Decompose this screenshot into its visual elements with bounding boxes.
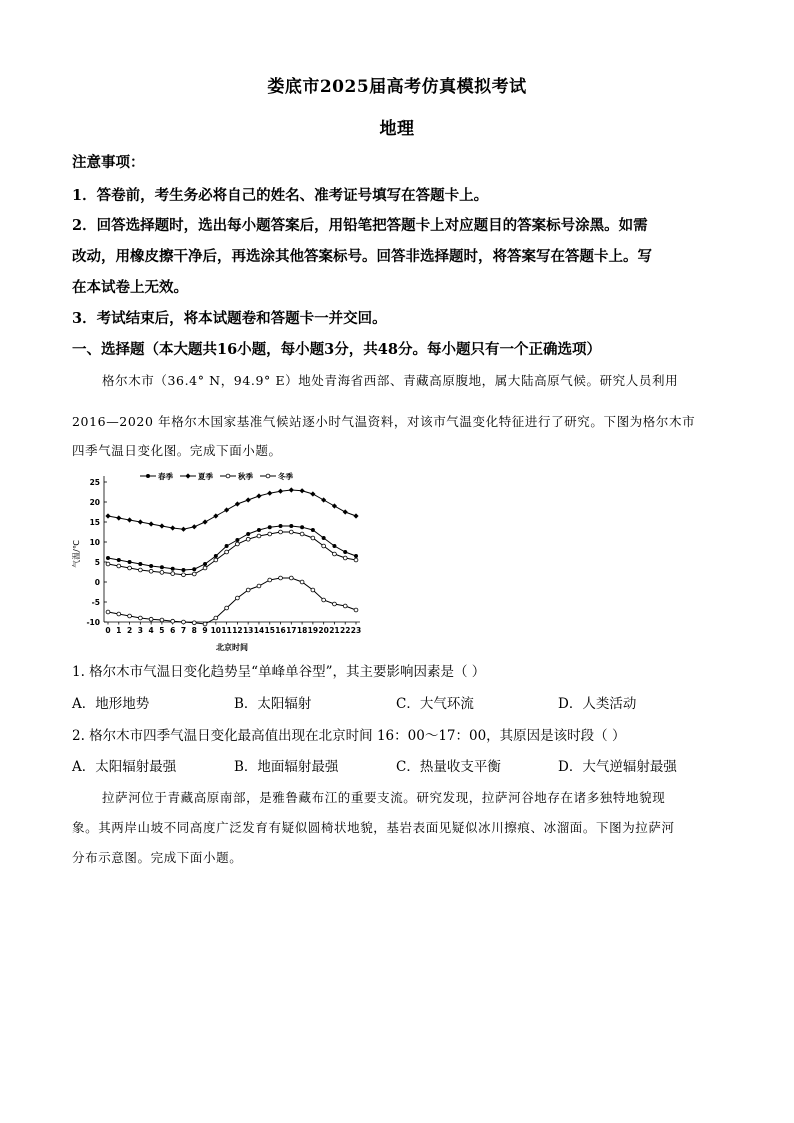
- notice-heading: 注意事项：: [72, 154, 145, 171]
- series-2-point: [224, 507, 229, 512]
- chart-y-axis: [86, 476, 107, 627]
- series-4-point: [333, 602, 337, 606]
- legend-marker: [146, 474, 150, 478]
- passage-2-line-2: 象。其两岸山坡不同高度广泛发育有疑似圆椅状地貌，基岩表面见疑似冰川擦痕、冰溜面。下图为拉萨河: [72, 820, 675, 835]
- series-2-point: [321, 497, 326, 502]
- question-1-option-d[interactable]: D．人类活动: [558, 696, 637, 712]
- series-4-point: [354, 608, 358, 612]
- chart-legend: [140, 471, 293, 481]
- series-1-point: [246, 532, 250, 536]
- legend-marker: [266, 474, 270, 478]
- x-tick-label: 8: [191, 626, 197, 635]
- question-2-option-c[interactable]: C．热量收支平衡: [396, 759, 501, 775]
- question-1-option-c[interactable]: C．大气环流: [396, 696, 474, 712]
- series-2-point: [105, 513, 110, 518]
- series-4-point: [106, 610, 110, 614]
- series-3-point: [203, 566, 207, 570]
- x-tick-label: 16: [275, 626, 286, 635]
- x-tick-label: 11: [221, 626, 232, 635]
- series-4-point: [343, 604, 347, 608]
- series-3-point: [311, 536, 315, 540]
- series-1-point: [332, 544, 336, 548]
- series-4-point: [128, 614, 132, 618]
- y-tick-label: -5: [91, 598, 100, 607]
- series-1-point: [279, 524, 283, 528]
- series-3-point: [106, 562, 110, 566]
- series-1-point: [311, 528, 315, 532]
- series-1-point: [117, 558, 121, 562]
- y-tick-label: 20: [89, 498, 100, 507]
- y-tick-label: 15: [89, 518, 100, 527]
- series-3-point: [343, 556, 347, 560]
- series-1-point: [300, 525, 304, 529]
- series-2-point: [192, 524, 197, 529]
- series-2: [105, 487, 358, 531]
- series-2-point: [343, 509, 348, 514]
- series-1-point: [257, 528, 261, 532]
- series-2-point: [256, 493, 261, 498]
- series-3-point: [128, 566, 132, 570]
- series-1-point: [128, 560, 132, 564]
- notice-item-2-line-1: 2．回答选择题时，选出每小题答案后，用铅笔把答题卡上对应题目的答案标号涂黑。如需: [72, 217, 648, 234]
- x-tick-label: 3: [137, 626, 143, 635]
- series-4-point: [192, 621, 196, 625]
- legend-label: 春季: [158, 472, 173, 481]
- series-1-point: [268, 525, 272, 529]
- series-3-point: [235, 542, 239, 546]
- passage-1-line-3: 四季气温日变化图。完成下面小题。: [72, 443, 282, 458]
- series-2-point: [159, 523, 164, 528]
- series-3-point: [289, 530, 293, 534]
- notice-item-1: 1．答卷前，考生务必将自己的姓名、准考证号填写在答题卡上。: [72, 187, 489, 204]
- legend-label: 夏季: [198, 472, 213, 481]
- x-tick-label: 20: [318, 626, 329, 635]
- series-1-point: [343, 550, 347, 554]
- series-4-point: [235, 596, 239, 600]
- series-4: [106, 576, 358, 626]
- series-2-point: [353, 513, 358, 518]
- x-tick-label: 9: [202, 626, 208, 635]
- series-2-point: [278, 489, 283, 494]
- question-1-option-b[interactable]: B．太阳辐射: [234, 696, 312, 712]
- passage-2-line-3: 分布示意图。完成下面小题。: [72, 850, 243, 865]
- x-tick-label: 2: [126, 626, 133, 635]
- x-tick-label: 0: [105, 626, 111, 635]
- series-4-point: [268, 578, 272, 582]
- x-tick-label: 19: [307, 626, 319, 635]
- question-1-stem: 1. 格尔木市气温日变化趋势呈“单峰单谷型”，其主要影响因素是（ ）: [72, 664, 486, 680]
- series-4-line: [108, 578, 356, 624]
- series-2-point: [310, 491, 315, 496]
- series-3: [106, 530, 358, 577]
- legend-marker: [185, 473, 190, 478]
- series-3-point: [225, 550, 229, 554]
- x-tick-label: 7: [180, 626, 187, 635]
- series-2-point: [289, 487, 294, 492]
- section-1-heading: 一、选择题（本大题共16小题，每小题3分，共48分。每小题只有一个正确选项）: [72, 341, 601, 358]
- series-4-point: [160, 618, 164, 622]
- series-3-point: [354, 558, 358, 562]
- x-tick-label: 18: [296, 626, 308, 635]
- series-2-point: [267, 491, 272, 496]
- series-4-point: [138, 616, 142, 620]
- chart-x-axis: [104, 622, 361, 635]
- x-tick-label: 23: [350, 626, 362, 635]
- series-2-point: [202, 519, 207, 524]
- series-4-point: [214, 616, 218, 620]
- x-tick-label: 12: [232, 626, 243, 635]
- subject-title: 地理: [379, 119, 415, 139]
- question-2-stem: 2. 格尔木市四季气温日变化最高值出现在北京时间 16：00～17：00，其原因是该时段（ ）: [72, 728, 626, 744]
- x-tick-label: 5: [159, 626, 165, 635]
- series-1-point: [160, 565, 164, 569]
- series-3-point: [192, 572, 196, 576]
- series-3-point: [333, 552, 337, 556]
- series-3-point: [246, 537, 250, 541]
- question-1-option-a[interactable]: A．地形地势: [72, 696, 150, 712]
- series-3-point: [257, 534, 261, 538]
- passage-1-line-2: 2016—2020 年格尔木国家基准气候站逐小时气温资料，对该市气温变化特征进行了研究。下图为格尔木市: [72, 414, 696, 429]
- series-4-point: [117, 612, 121, 616]
- series-3-point: [117, 564, 121, 568]
- x-tick-label: 4: [148, 626, 154, 635]
- series-4-point: [257, 584, 261, 588]
- series-1-point: [192, 567, 196, 571]
- series-2-point: [116, 515, 121, 520]
- series-3-line: [108, 532, 356, 575]
- x-tick-label: 15: [264, 626, 275, 635]
- series-2-line: [108, 490, 356, 529]
- y-tick-label: 25: [89, 478, 100, 487]
- series-3-point: [279, 530, 283, 534]
- series-3-point: [138, 568, 142, 572]
- series-4-point: [300, 580, 304, 584]
- question-2-option-b[interactable]: B．地面辐射最强: [234, 759, 339, 775]
- chart-x-axis-label: 北京时间: [216, 643, 248, 652]
- question-2-option-d[interactable]: D．大气逆辐射最强: [558, 759, 677, 775]
- series-4-point: [311, 588, 315, 592]
- series-1-point: [214, 554, 218, 558]
- series-3-point: [214, 558, 218, 562]
- x-tick-label: 10: [210, 626, 222, 635]
- series-3-point: [171, 572, 175, 576]
- series-2-point: [138, 519, 143, 524]
- series-2-point: [149, 521, 154, 526]
- temperature-diurnal-chart: [68, 470, 368, 655]
- series-3-point: [322, 544, 326, 548]
- series-1-point: [203, 562, 207, 566]
- series-2-point: [246, 497, 251, 502]
- series-1-point: [138, 562, 142, 566]
- series-4-point: [246, 588, 250, 592]
- series-2-point: [181, 527, 186, 532]
- chart-y-axis-label: 气温/℃: [72, 540, 81, 568]
- question-2-option-a[interactable]: A．太阳辐射最强: [72, 759, 177, 775]
- series-1-point: [235, 538, 239, 542]
- series-3-point: [149, 569, 153, 573]
- series-2-point: [127, 517, 132, 522]
- legend-marker: [226, 474, 230, 478]
- notice-item-2-line-2: 改动，用橡皮擦干净后，再选涂其他答案标号。回答非选择题时，将答案写在答题卡上。写: [72, 248, 652, 265]
- series-1-point: [171, 567, 175, 571]
- series-4-point: [279, 576, 283, 580]
- series-4-point: [149, 617, 153, 621]
- series-4-point: [171, 619, 175, 623]
- series-1-point: [322, 536, 326, 540]
- x-tick-label: 17: [286, 626, 297, 635]
- series-1-point: [354, 554, 358, 558]
- series-2-point: [299, 488, 304, 493]
- series-3-point: [182, 573, 186, 577]
- x-tick-label: 14: [253, 626, 265, 635]
- y-tick-label: -10: [86, 618, 100, 627]
- series-4-point: [322, 598, 326, 602]
- legend-label: 秋季: [238, 472, 253, 481]
- series-3-point: [300, 532, 304, 536]
- series-4-point: [225, 606, 229, 610]
- series-1-point: [289, 524, 293, 528]
- notice-item-3: 3．考试结束后，将本试题卷和答题卡一并交回。: [72, 310, 387, 327]
- series-4-point: [182, 620, 186, 624]
- passage-1-line-1: 格尔木市（36.4° N，94.9° E）地处青海省西部、青藏高原腹地，属大陆高原气候。研究人员利用: [102, 373, 679, 388]
- series-4-point: [289, 576, 293, 580]
- series-2-point: [213, 513, 218, 518]
- series-1-point: [149, 564, 153, 568]
- series-1-point: [225, 544, 229, 548]
- y-tick-label: 10: [89, 538, 100, 547]
- x-tick-label: 22: [339, 626, 351, 635]
- x-tick-label: 13: [242, 626, 254, 635]
- series-2-point: [235, 501, 240, 506]
- notice-item-2-line-3: 在本试卷上无效。: [72, 279, 188, 296]
- series-2-point: [332, 503, 337, 508]
- x-tick-label: 6: [170, 626, 176, 635]
- y-tick-label: 5: [94, 558, 100, 567]
- y-tick-label: 0: [94, 578, 100, 587]
- legend-label: 冬季: [278, 472, 293, 481]
- series-1-point: [106, 556, 110, 560]
- passage-2-line-1: 拉萨河位于青藏高原南部，是雅鲁藏布江的重要支流。研究发现，拉萨河谷地存在诸多独特地貌现: [102, 790, 666, 805]
- series-2-point: [170, 525, 175, 530]
- exam-title: 娄底市2025届高考仿真模拟考试: [267, 77, 527, 97]
- series-3-point: [268, 532, 272, 536]
- x-tick-label: 1: [116, 626, 122, 635]
- x-tick-label: 21: [329, 626, 340, 635]
- series-4-point: [203, 622, 207, 626]
- chart-plot-area: [105, 487, 358, 626]
- series-3-point: [160, 571, 164, 575]
- series-1-point: [181, 568, 185, 572]
